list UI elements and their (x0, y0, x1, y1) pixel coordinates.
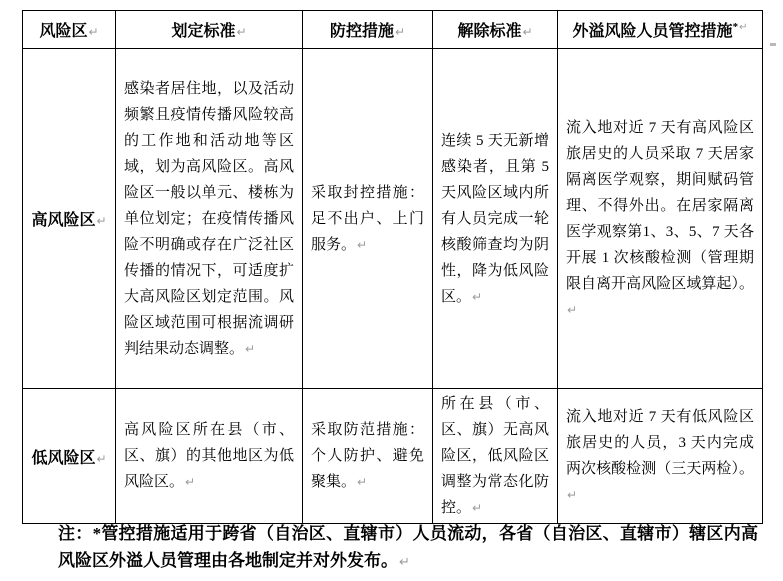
header-spillover-label: 外溢风险人员管控措施 (572, 23, 733, 40)
paragraph-mark: ↵ (236, 25, 247, 39)
header-risk-zone (23, 11, 116, 49)
footnote (58, 520, 758, 576)
paragraph-mark: ↵ (472, 289, 483, 304)
zone-label: 低风险区 (31, 449, 96, 467)
paragraph-mark: ↵ (567, 302, 578, 317)
header-delineation-standard (116, 11, 303, 49)
footnote-text: 注：*管控措施适用于跨省（自治区、直辖市）人员流动，各省（自治区、直辖市）辖区内高风险区外溢人员管理由各地制定并对外发布。 (58, 524, 758, 570)
paragraph-mark: ↵ (567, 488, 578, 502)
paragraph-mark: ↵ (96, 451, 107, 466)
footnote-asterisk: *↵ (732, 20, 748, 33)
cell-high-risk-control (303, 49, 433, 389)
paragraph-mark: ↵ (185, 475, 196, 489)
header-release-standard (433, 11, 558, 49)
paragraph-mark: ↵ (394, 25, 406, 39)
paragraph-mark: ↵ (522, 25, 533, 39)
header-delineation-label: 划定标准 (171, 23, 236, 40)
table-row-high-risk (23, 49, 763, 389)
paragraph-mark: ↵ (88, 25, 99, 39)
table-end-mark (770, 43, 776, 46)
cell-text: 流入地对近 7 天有高风险区旅居史的人员采取 7 天居家隔离医学观察，期间赋码管理、不得外出。在居家隔离医学观察第1、3、5、7 天各开展 1 次核酸检测（管理期限自离开高风险区域算起）。 (566, 119, 754, 292)
paragraph-mark: ↵ (245, 341, 256, 356)
cell-high-risk-spillover (558, 49, 763, 389)
paragraph-mark: ↵ (357, 237, 368, 252)
table-row-low-risk (23, 389, 763, 524)
risk-zone-table (22, 10, 763, 524)
cell-high-risk-release (433, 49, 558, 389)
header-spillover-control (558, 11, 763, 49)
header-control-label: 防控措施 (329, 23, 394, 40)
header-control-measures (303, 11, 433, 49)
cell-low-risk-control (303, 389, 433, 524)
paragraph-mark: ↵ (357, 475, 368, 489)
cell-low-risk-zone-label (23, 389, 116, 524)
cell-text: 感染者居住地，以及活动频繁且疫情传播风险较高的工作地和活动地等区域，划为高风险区。高风险区一般以单元、楼栋为单位划定；在疫情传播风险不明确或存在广泛社区传播的情况下，可适度扩大高风险区划定范围。风险区域范围可根据流调研判结果动态调整。 (124, 80, 294, 357)
table-header-row (23, 11, 763, 49)
cell-text: 连续 5 天无新增感染者，且第 5 天风险区域内所有人员完成一轮核酸筛查均为阴性，降为低风险区。 (441, 132, 549, 305)
cell-text: 所在县（市、区、旗）无高风险区，低风险区调整为常态化防控。 (441, 396, 549, 516)
header-risk-zone-label: 风险区 (39, 23, 88, 40)
cell-high-risk-delineation (116, 49, 303, 389)
cell-low-risk-release (433, 389, 558, 524)
paragraph-mark: ↵ (472, 501, 483, 515)
zone-label: 高风险区 (31, 212, 96, 229)
paragraph-mark: ↵ (96, 214, 107, 228)
paragraph-mark: ↵ (739, 21, 748, 33)
cell-text: 采取封控措施：足不出户、上门服务。 (311, 184, 424, 253)
cell-high-risk-zone-label (23, 49, 116, 389)
header-release-label: 解除标准 (457, 23, 522, 40)
cell-text: 高风险区所在县（市、区、旗）的其他地区为低风险区。 (124, 422, 294, 490)
cell-low-risk-delineation (116, 389, 303, 524)
paragraph-mark: ↵ (399, 555, 410, 570)
cell-text: 流入地对近 7 天有低风险区旅居史的人员，3 天内完成两次核酸检测（三天两检）。 (566, 409, 754, 477)
cell-text: 采取防范措施：个人防护、避免聚集。 (311, 422, 424, 490)
cell-low-risk-spillover (558, 389, 763, 524)
